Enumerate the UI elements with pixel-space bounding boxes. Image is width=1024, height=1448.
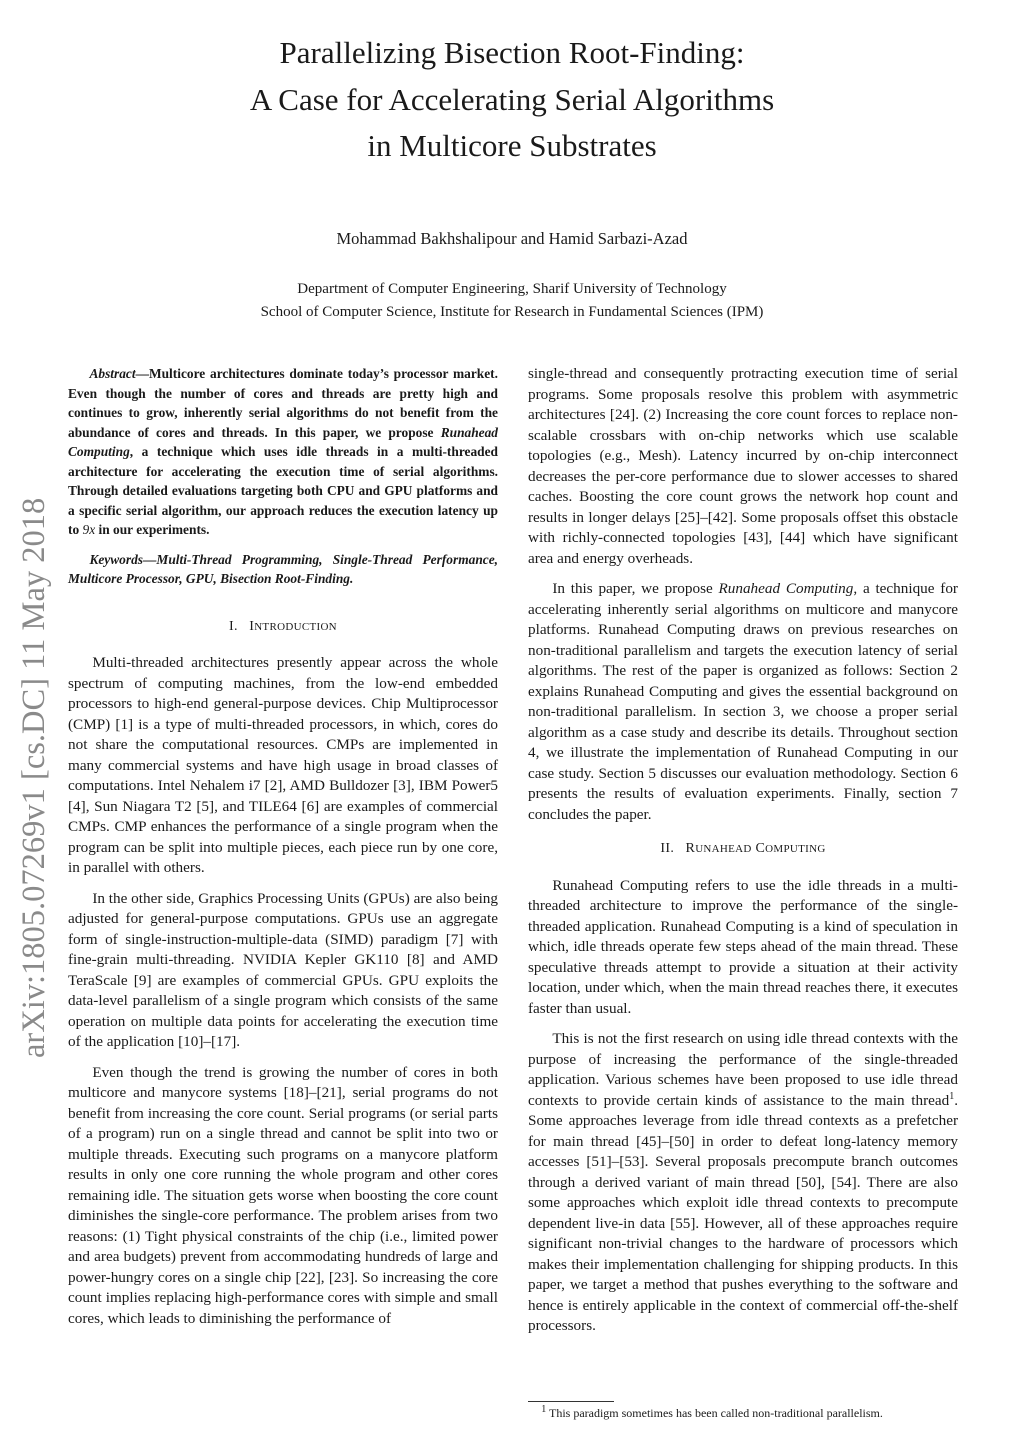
arxiv-stamp: arXiv:1805.07269v1 [cs.DC] 11 May 2018 — [16, 497, 52, 1058]
section-title-initial-1: R — [685, 841, 696, 856]
abstract-text-3: in our experiments. — [95, 522, 210, 537]
keywords-text: Multi-Thread Programming, Single-Thread Performance, Multicore Processor, GPU, Bisection Root-Finding. — [68, 551, 498, 586]
affiliation-1: Department of Computer Engineering, Sharif University of Technology — [297, 281, 727, 297]
abstract-term: Runahead Computing — [68, 424, 498, 459]
affiliation-2: School of Computer Science, Institute for Research in Fundamental Sciences (IPM) — [260, 304, 764, 320]
intro-p4-a: In this paper, we propose — [552, 580, 719, 597]
footnote-text: This paradigm sometimes has been called non-traditional parallelism. — [548, 1406, 883, 1420]
abstract-label: Abstract — [89, 366, 136, 381]
footnote-rule — [528, 1401, 614, 1402]
footnote — [528, 1406, 958, 1421]
section-number: I. — [229, 618, 238, 634]
footnote-marker: 1 — [949, 1090, 955, 1102]
section-title-rest-2: OMPUTING — [765, 843, 826, 855]
intro-paragraph-2: In the other side, Graphics Processing Units (GPUs) are also being adjusted for general-purpose computations. GPUs use an aggregate form of single-instruction-multiple-data (SIMD) paradigm [7] with fine-grain multi-threading. NVIDIA Kepler GK110 [8] and AMD TeraScale [9] are examples of commercial GPUs. GPU exploits the data-level parallelism of a single program which consists of the same operation on multiple data points for accelerating the execution time of the application [10]–[17]. — [68, 889, 498, 1050]
runahead-p2-b: . Some approaches leverage from idle thread contexts as a prefetcher for main thread [45]–[50] in order to defeat long-latency memory accesses [51]–[53]. Several proposals precompute branch outcomes through a derived variant of main thread [50], [54]. There are also some approaches which exploit idle thread contexts to precompute dependent live-in data [55]. However, all of these approaches require significant non-trivial changes to the hardware of processors which makes their implementation challenging for shipping products. In this paper, we target a method that pushes everything to the software and hence is entirely applicable in the context of commercial off-the-shelf processors. — [528, 1091, 958, 1334]
runahead-paragraph-2 — [528, 1029, 958, 1337]
runahead-paragraph-1: Runahead Computing refers to use the idle threads in a multi-threaded architecture to improve the performance of the single-threaded application. Runahead Computing is a kind of speculation in which, idle threads operate few steps ahead of the main thread. These speculative threads attempt to provide a situation at their activity location, under which, when the main thread reaches there, it executes faster than usual. — [528, 876, 958, 1017]
footnote-number: 1 — [541, 1404, 547, 1415]
intro-p4-term: Runahead Computing — [718, 580, 854, 597]
abstract-factor: 9x — [82, 522, 96, 537]
intro-paragraph-1: Multi-threaded architectures presently appear across the whole spectrum of computing machines, from the low-end embedded processors to high-end general-purpose devices. Chip Multiprocessor (CMP) [1] is a type of multi-threaded processors, in which, cores do not share the computational resources. CMPs are implemented in many commercial systems and have high usage in broad classes of computations. Intel Nehalem i7 [2], AMD Bulldozer [3], IBM Power5 [4], Sun Niagara T2 [5], and TILE64 [6] are examples of commercial CMPs. CMP enhances the performance of a single program when the program can be split into multiple pieces, each piece run by one core, in parallel with others. — [68, 654, 498, 876]
title-line-1: Parallelizing Bisection Root-Finding: — [279, 35, 745, 70]
affiliations — [100, 278, 924, 324]
section-title-rest: NTRODUCTION — [254, 620, 337, 633]
abstract-text-2: , a technique which uses idle threads in a multi-threaded architecture for accelerating the execution time of serial algorithms. Through detailed evaluations targeting both CPU and GPU platforms and a specific serial algorithm, our approach reduces the execution latency up to — [68, 444, 498, 537]
title-line-3: in Multicore Substrates — [367, 128, 657, 163]
keywords-dash: — — [143, 551, 157, 567]
intro-paragraph-3: Even though the trend is growing the number of cores in both multicore and manycore systems [18]–[21], serial programs do not benefit from increasing the core count. Serial programs (or serial parts of a program) run on a single thread and cannot be split into two or multiple threads. Executing such programs on a manycore platform results in only one core running the whole program and other cores remaining idle. The situation gets worse when boosting the core count diminishes the single-core performance. The problem arises from two reasons: (1) Tight physical constraints of the chip (i.e., limited power and area budgets) prevent from accommodating hundreds of large and power-hungry cores on a single chip [22], [23]. So increasing the core count implies replacing high-performance cores with simple and small cores, which leads to diminishing the performance of — [68, 1063, 498, 1327]
keywords — [68, 550, 498, 589]
section-heading-introduction — [68, 617, 498, 638]
section-title-rest-1: UNAHEAD — [695, 843, 752, 855]
section-title-initial-2: C — [755, 841, 766, 856]
intro-paragraph-4 — [528, 579, 958, 825]
section-title-initial: I — [249, 618, 255, 634]
keywords-label: Keywords — [89, 551, 144, 567]
abstract-text-1: Multicore architectures dominate today’s processor market. Even though the number of cores and threads are pretty high and continues to grow, inherently serial algorithms do not benefit from the abundance of cores and threads. In this paper, we propose — [68, 366, 498, 440]
abstract — [68, 364, 498, 540]
right-column — [528, 364, 958, 1347]
runahead-p2-a: This is not the first research on using idle thread contexts with the purpose of increasing the performance of the single-threaded application. Various schemes have been proposed to use idle thread contexts to provide certain kinds of assistance to the main thread — [528, 1030, 958, 1109]
paper-title — [100, 30, 924, 170]
intro-paragraph-3-continued: single-thread and consequently protracting execution time of serial programs. Some proposals resolve this problem with asymmetric architectures [24]. (2) Increasing the core count forces to replace non-scalable crossbars with on-chip networks which use scalable topologies (e.g., Mesh). Latency incurred by on-chip interconnect decreases the per-core performance due to slower accesses to shared caches. Boosting the core count grows the network hop count and results in longer delays [25]–[42]. Some proposals offset this obstacle with richly-connected topologies [43], [44] which have significant area and energy overheads. — [528, 365, 958, 567]
title-line-2: A Case for Accelerating Serial Algorithms — [249, 81, 775, 117]
section-number: II. — [660, 841, 675, 856]
abstract-dash: — — [135, 366, 149, 381]
authors: Mohammad Bakhshalipour and Hamid Sarbazi-Azad — [336, 229, 688, 248]
left-column — [68, 364, 498, 1339]
intro-p4-b: , a technique for accelerating inherently serial algorithms on multicore and manycore platforms. Runahead Computing draws on previous researches on non-traditional parallelism and targets the execution latency of serial algorithms. The rest of the paper is organized as follows: Section 2 explains Runahead Computing and gives the essential background on non-traditional parallelism. In section 3, we choose a proper serial algorithm as a case study and describe its details. Throughout section 4, we illustrate the implementation of Runahead Computing in our case study. Section 5 discusses our evaluation methodology. Section 6 presents the results of evaluation experiments. Finally, section 7 concludes the paper. — [528, 580, 958, 823]
section-heading-runahead — [528, 839, 958, 860]
